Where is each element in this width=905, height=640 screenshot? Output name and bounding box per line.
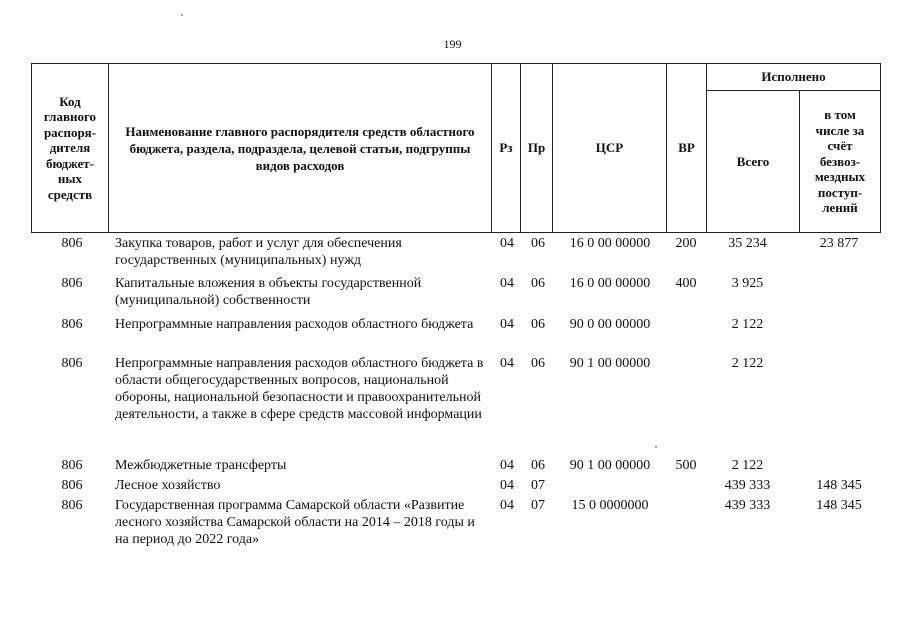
row-rz: 04 (500, 478, 514, 493)
row-rz: 04 (500, 356, 514, 371)
header-free: в том числе за счёт безвоз- мездных поступ- лений (814, 107, 866, 216)
row-code: 806 (61, 458, 83, 473)
header-pr: Пр (527, 140, 546, 156)
row-csr: 15 0 0000000 (571, 498, 649, 513)
row-code: 806 (61, 478, 83, 493)
row-name: Непрограммные направления расходов областного бюджета в области общегосударственных вопросов, национальной обороны, национальной безопасности и правоохранительной деятельности, а также в сфере средств массовой информации (115, 356, 484, 422)
row-rz: 04 (500, 458, 514, 473)
header-total: Всего (736, 153, 770, 169)
row-total: 3 925 (731, 276, 764, 291)
row-pr: 06 (531, 317, 545, 332)
row-total: 35 234 (728, 236, 767, 251)
row-vr: 500 (675, 458, 697, 473)
row-csr: 16 0 00 00000 (569, 236, 651, 251)
row-total: 439 333 (724, 498, 771, 513)
row-rz: 04 (500, 276, 514, 291)
row-code: 806 (61, 498, 83, 513)
row-total: 2 122 (731, 317, 764, 332)
row-vr: 400 (675, 276, 697, 291)
scan-speck (181, 14, 183, 16)
row-rz: 04 (500, 236, 514, 251)
header-vr: ВР (678, 140, 695, 156)
header-name: Наименование главного распорядителя средств областного бюджета, раздела, подраздела, целевой статьи, подгруппы видов расходов (125, 123, 475, 173)
header-code: Код главного распоря- дителя бюджет- ных средств (43, 93, 97, 202)
row-pr: 06 (531, 458, 545, 473)
scan-speck (655, 446, 657, 448)
row-name: Лесное хозяйство (115, 478, 221, 493)
row-pr: 06 (531, 276, 545, 291)
header-divider (108, 64, 109, 232)
row-rz: 04 (500, 317, 514, 332)
page-number: 199 (443, 37, 462, 51)
header-rz: Рз (499, 140, 513, 156)
row-csr: 90 1 00 00000 (569, 356, 651, 371)
row-pr: 07 (531, 478, 545, 493)
row-code: 806 (61, 356, 83, 371)
row-total: 439 333 (724, 478, 771, 493)
row-pr: 06 (531, 236, 545, 251)
row-name: Капитальные вложения в объекты государственной (муниципальной) собственности (115, 276, 422, 308)
row-csr: 90 1 00 00000 (569, 458, 651, 473)
row-name: Закупка товаров, работ и услуг для обеспечения государственных (муниципальных) нужд (115, 236, 402, 268)
row-code: 806 (61, 276, 83, 291)
table-header (31, 63, 881, 233)
row-free: 148 345 (816, 478, 862, 493)
row-vr: 200 (675, 236, 697, 251)
row-name: Государственная программа Самарской области «Развитие лесного хозяйства Самарской области на 2014 – 2018 годы и на период до 2022 года» (115, 498, 475, 547)
row-total: 2 122 (731, 458, 764, 473)
row-name: Непрограммные направления расходов областного бюджета (115, 317, 474, 332)
row-csr: 90 0 00 00000 (569, 317, 651, 332)
header-executed: Исполнено (761, 69, 826, 85)
row-name: Межбюджетные трансферты (115, 458, 287, 473)
row-total: 2 122 (731, 356, 764, 371)
row-free: 23 877 (819, 236, 859, 251)
row-free: 148 345 (816, 498, 862, 513)
row-pr: 07 (531, 498, 545, 513)
row-pr: 06 (531, 356, 545, 371)
header-csr: ЦСР (595, 140, 624, 156)
row-code: 806 (61, 317, 83, 332)
row-code: 806 (61, 236, 83, 251)
row-csr: 16 0 00 00000 (569, 276, 651, 291)
row-rz: 04 (500, 498, 514, 513)
